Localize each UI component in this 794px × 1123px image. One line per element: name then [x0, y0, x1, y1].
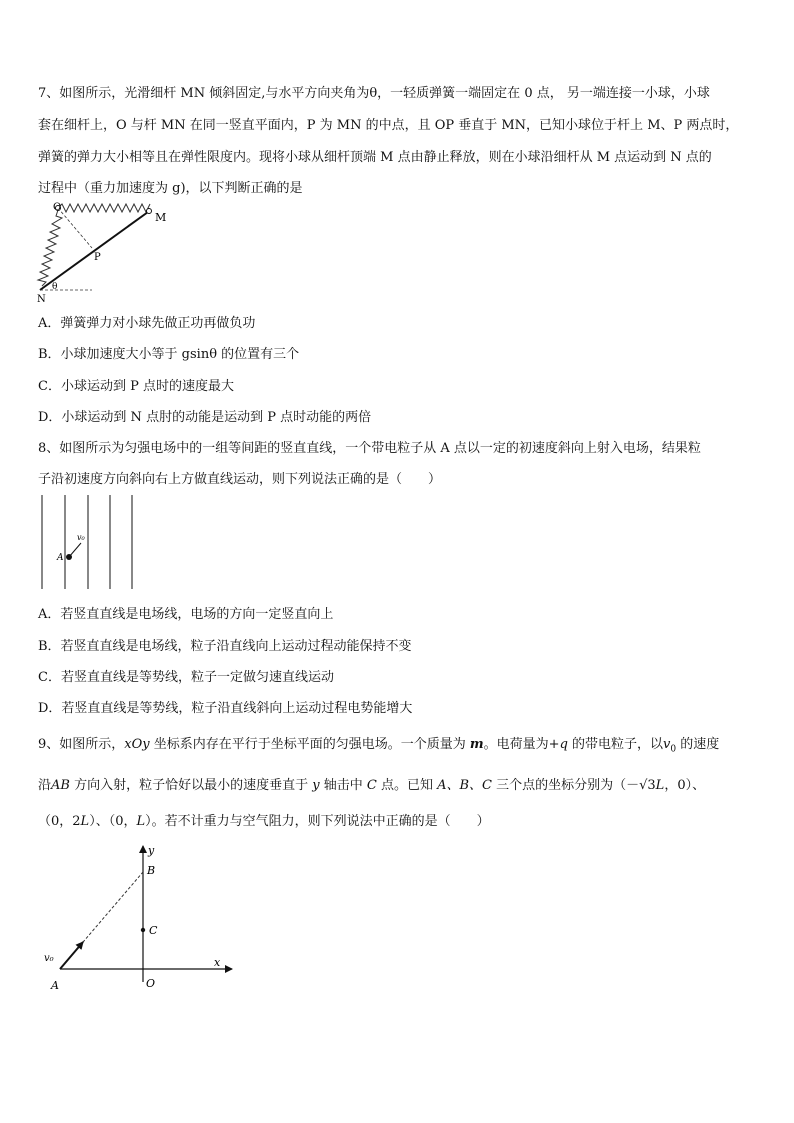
q7-option-b: B．小球加速度大小等于 gsinθ 的位置有三个 — [38, 347, 300, 362]
q9-l3-c: ）、（0， — [89, 814, 137, 829]
q9-l1-b: xOy — [124, 737, 150, 752]
q9-label-b: B — [147, 864, 156, 877]
q7-label-theta: θ — [52, 282, 58, 292]
q9-l1-e: 。电荷量为+ — [483, 737, 560, 752]
q9-label-y: y — [148, 844, 155, 857]
q9-l1-c: 坐标系内存在平行于坐标平面的匀强电场。一个质量为 — [149, 737, 470, 752]
q9-text-line-2 — [38, 774, 705, 793]
q9-l2-l: ，0）、 — [664, 778, 706, 793]
q9-l3-d: L — [136, 814, 146, 829]
q9-l2-f: C — [366, 778, 377, 793]
q7-figure — [34, 198, 184, 305]
q7-text-line-1: 7、如图所示，光滑细杆 MN 倾斜固定,与水平方向夹角为θ，一轻质弹簧一端固定在 0 点， 另一端连接一小球，小球 — [38, 86, 710, 101]
q8-label-a: A — [57, 553, 64, 563]
q9-point-c — [141, 928, 145, 932]
q9-l1-j: 的速度 — [676, 737, 720, 752]
q8-figure — [38, 495, 138, 591]
q9-l3-b: L — [80, 814, 90, 829]
q7-text-line-3: 弹簧的弹力大小相等且在弹性限度内。现将小球从细杆顶端 M 点由静止释放，则在小球沿细杆从 M 点运动到 N 点的 — [38, 150, 712, 165]
q9-l2-j: √3 — [639, 778, 656, 793]
q9-label-x: x — [214, 956, 221, 969]
q9-l2-b: AB — [51, 778, 70, 793]
q9-l3-a: （0，2 — [38, 814, 81, 829]
q9-l1-h: v — [663, 737, 671, 752]
q7-option-c: C．小球运动到 P 点时的速度最大 — [38, 379, 234, 394]
q7-option-d: D．小球运动到 N 点肘的动能是运动到 P 点时动能的两倍 — [38, 410, 372, 425]
q9-label-v0: v₀ — [44, 953, 54, 964]
q8-text-line-2: 子沿初速度方向斜向右上方做直线运动，则下列说法正确的是（ ） — [38, 472, 442, 487]
q7-rod-mn — [40, 212, 148, 290]
q9-l2-d: y — [312, 778, 320, 793]
q9-label-o: O — [146, 977, 156, 990]
q8-label-v0: v₀ — [77, 533, 85, 542]
q9-l3-e: ）。若不计重力与空气阻力，则下列说法中正确的是（ ） — [145, 814, 490, 829]
q8-option-d: D．若竖直直线是等势线，粒子沿直线斜向上运动过程电势能增大 — [38, 701, 413, 716]
q9-l1-f: q — [559, 737, 568, 752]
q9-l1-i: 0 — [670, 744, 677, 755]
q7-op-line — [58, 208, 92, 248]
q7-label-n: N — [37, 294, 46, 305]
q9-l2-c: 方向入射，粒子恰好以最小的速度垂直于 — [69, 778, 313, 793]
q9-l2-i: 三个点的坐标分别为（－ — [491, 778, 640, 793]
q9-l2-h: A、B、C — [437, 778, 492, 793]
q8-text-line-1: 8、如图所示为匀强电场中的一组等间距的竖直直线，一个带电粒子从 A 点以一定的初速度斜向上射入电场，结果粒 — [38, 441, 701, 456]
q9-l2-e: 轴击中 — [319, 778, 367, 793]
q7-label-m: M — [155, 211, 167, 224]
q7-label-o: O — [53, 202, 62, 213]
q9-label-c: C — [149, 924, 158, 937]
q8-option-b: B．若竖直直线是电场线，粒子沿直线向上运动过程动能保持不变 — [38, 639, 412, 654]
q8-velocity-arrow — [69, 543, 81, 557]
q7-spring-left — [38, 210, 62, 286]
q7-label-p: P — [94, 252, 101, 263]
q9-text-line-3 — [38, 810, 490, 829]
q9-l1-g: 的带电粒子，以 — [567, 737, 664, 752]
q9-l2-g: 点。已知 — [376, 778, 438, 793]
q9-l1-d: m — [469, 737, 484, 752]
q9-l2-k: L — [655, 778, 665, 793]
q7-text-line-4: 过程中（重力加速度为 g)，以下判断正确的是 — [38, 181, 303, 196]
q9-label-a: A — [51, 979, 59, 992]
q8-option-a: A．若竖直直线是电场线，电场的方向一定竖直向上 — [38, 607, 334, 622]
q7-text-line-2: 套在细杆上，O 与杆 MN 在同一竖直平面内，P 为 MN 的中点，且 OP 垂直于 MN，已知小球位于杆上 M、P 两点时， — [38, 118, 739, 133]
q9-l2-a: 沿 — [38, 778, 52, 793]
q8-option-c: C．若竖直直线是等势线，粒子一定做匀速直线运动 — [38, 670, 334, 685]
q9-text-line-1 — [38, 733, 719, 755]
q9-l1-a: 9、如图所示， — [38, 737, 125, 752]
q7-spring-top — [58, 204, 150, 212]
q7-option-a: A．弹簧弹力对小球先做正功再做负功 — [38, 316, 256, 331]
q9-figure — [38, 842, 238, 992]
q9-velocity-arrow — [60, 942, 83, 969]
q7-point-m — [147, 209, 152, 214]
